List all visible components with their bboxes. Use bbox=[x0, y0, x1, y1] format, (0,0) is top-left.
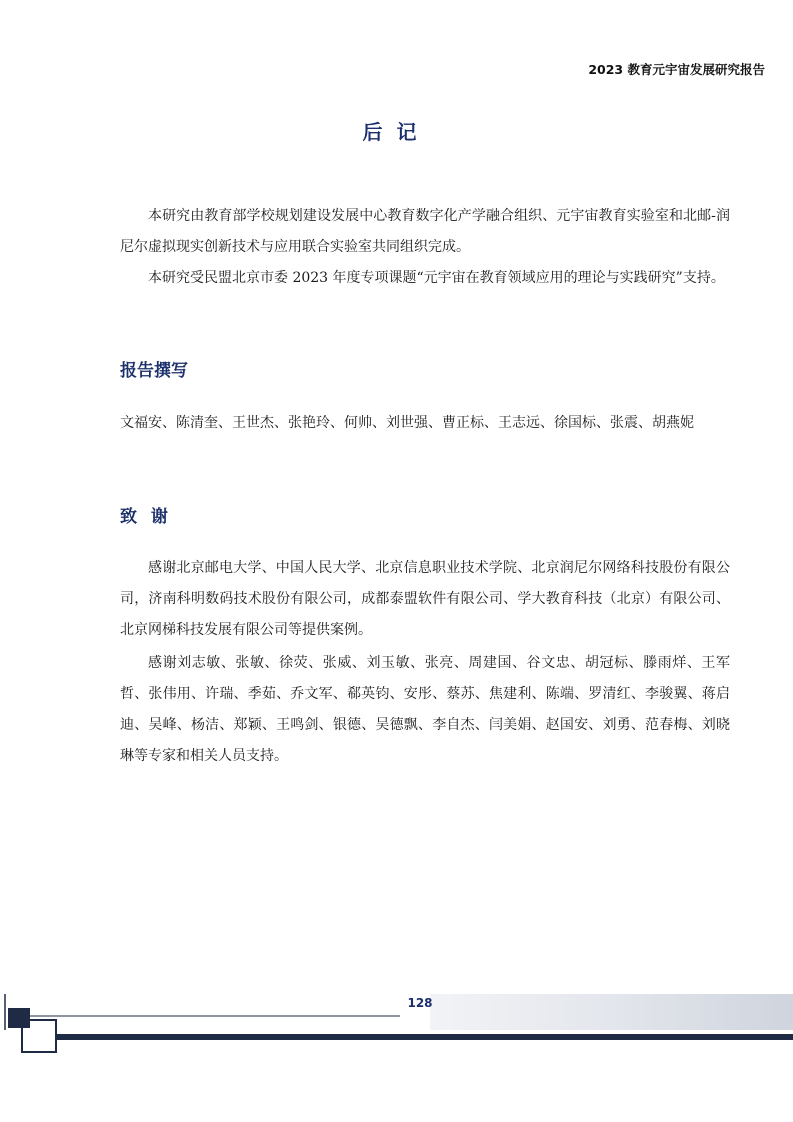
acknowledgements-heading: 致 谢 bbox=[120, 507, 172, 527]
footer-thick-rule bbox=[56, 1034, 793, 1040]
footer-dark-square bbox=[8, 1008, 30, 1028]
authors-list: 文福安、陈清奎、王世杰、张艳玲、何帅、刘世强、曹正标、王志远、徐国标、张震、胡燕妮 bbox=[120, 415, 694, 431]
page-title: 后记 bbox=[362, 120, 431, 144]
intro-paragraph-1: 本研究由教育部学校规划建设发展中心教育数字化产学融合组织、元宇宙教育实验室和北邮-润尼尔虚拟现实创新技术与应用联合实验室共同组织完成。 bbox=[120, 208, 730, 255]
intro-paragraph-2: 本研究受民盟北京市委 2023 年度专项课题“元宇宙在教育领域应用的理论与实践研究”支持。 bbox=[148, 270, 725, 286]
authors-heading: 报告撰写 bbox=[120, 361, 188, 381]
acknowledgements-paragraph-2: 感谢刘志敏、张敏、徐荧、张威、刘玉敏、张亮、周建国、谷文忠、胡冠标、滕雨烊、王军哲、张伟用、许瑞、季茹、乔文军、郗英钧、安彤、蔡苏、焦建利、陈端、罗清红、李骏翼、蒋启迪、吴峰、杨洁、郑颖、王鸣剑、银德、吴德飘、李自杰、闫美娟、赵国安、刘勇、范春梅、刘晓琳等专家和相关人员支持。 bbox=[120, 655, 730, 764]
page-number: 128 bbox=[407, 996, 433, 1010]
report-header: 2023 教育元宇宙发展研究报告 bbox=[588, 62, 765, 77]
acknowledgements-paragraph-1: 感谢北京邮电大学、中国人民大学、北京信息职业技术学院、北京润尼尔网络科技股份有限公司，济南科明数码技术股份有限公司，成都泰盟软件有限公司、学大教育科技（北京）有限公司、北京网梯科技发展有限公司等提供案例。 bbox=[120, 560, 730, 638]
